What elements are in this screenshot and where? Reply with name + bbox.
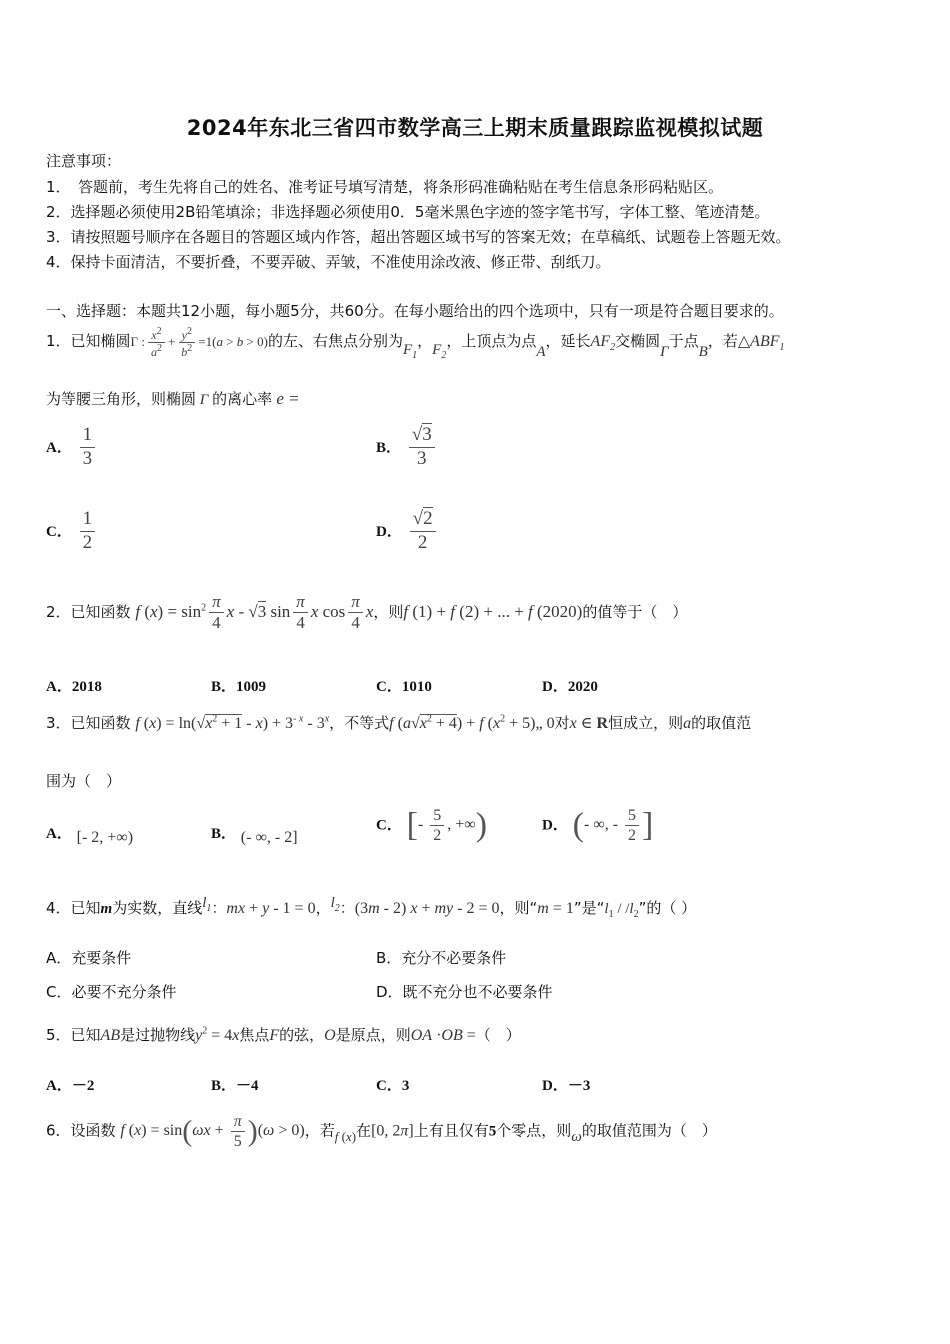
question-3: 3．已知函数 f $(x) = \ln(√x^2 + 1 - x) + 3^{- x} - 3^x$，不等式f $(a√x^2 + 4) + f$ ($x^2$ + 5)„ 0对x ∈ R恒成立，则a的取值范 (46, 713, 752, 732)
question-1-line2: 为等腰三角形，则椭圆 Γ 的离心率 e = (46, 389, 300, 408)
notice-item-2: 2．选择题必须使用2B铅笔填涂；非选择题必须使用0．5毫米黑色字迹的签字笔书写，字体工整、笔迹清楚。 (46, 203, 770, 221)
question-5: 5．已知AB是过抛物线$y^2 = 4x$焦点F的弦，O是原点，则OA ·OB =（ ） (46, 1025, 521, 1044)
q1-option-c[interactable]: C． $\frac{1}{2}$ (46, 508, 98, 555)
q5-option-a[interactable]: A．－2 (46, 1078, 95, 1094)
q3-option-c[interactable]: C． [- $\frac{5}{2}$ , +∞) (376, 806, 488, 845)
question-1: 1．已知椭圆Γ : $\frac{x^2}{a^2}$ + $\frac{y^2}{b^2}$ =1(a > b > 0)的左、右焦点分别为$F_1$，$F_2$，上顶点为点A，延长$AF_2$交椭圆Γ于点B，若$\triangle ABF_1$ (46, 326, 785, 361)
function-f-q6: f (x) = sin(ωx + $\frac{\pi}{5}$ )(ω > 0) (120, 1113, 305, 1151)
q4-option-d[interactable]: D．既不充分也不必要条件 (376, 983, 553, 1001)
notice-item-3: 3．请按照题号顺序在各题目的答题区域内作答，超出答题区域书写的答案无效；在草稿纸、试题卷上答题无效。 (46, 228, 791, 246)
q2-option-b[interactable]: B．1009 (211, 679, 267, 695)
q1-option-b[interactable]: B． $\frac{√3}{3}$ (376, 424, 438, 471)
question-6: 6．设函数 f (x) = sin(ωx + $\frac{\pi}{5}$ )(ω > 0)，若f (x)在[0, 2π]上有且仅有5个零点，则ω的取值范围为（ ） (46, 1113, 717, 1151)
q1-option-d[interactable]: D． $\frac{√2}{2}$ (376, 508, 439, 555)
q4-option-c[interactable]: C．必要不充分条件 (46, 983, 177, 1001)
ellipse-equation: Γ : $\frac{x^2}{a^2}$ + $\frac{y^2}{b^2}$ =1(a > b > 0) (130, 326, 268, 360)
function-f-q2: f $(x) = \sin^2$ $\frac{\pi}{4}$ x - √3 sin $\frac{\pi}{4}$ x cos $\frac{\pi}{4}$ x (135, 592, 374, 633)
question-2: 2．已知函数 f $(x) = \sin^2$ $\frac{\pi}{4}$ x - √3 sin $\frac{\pi}{4}$ x cos $\frac{\pi}{4}$ x，则f (1) + f (2) + ... + f (2020)的值等于（ ） (46, 592, 688, 633)
notice-item-1: 1． 答题前，考生先将自己的姓名、准考证号填写清楚，将条形码准确粘贴在考生信息条形码粘贴区。 (46, 178, 724, 196)
q3-option-a[interactable]: A． [- 2, +∞) (46, 826, 134, 846)
q3-option-d[interactable]: D． (- ∞, - $\frac{5}{2}$ ] (542, 806, 654, 845)
question-3-line2: 围为（ ） (46, 772, 122, 790)
q1-option-a[interactable]: A． $\frac{1}{3}$ (46, 424, 98, 471)
page-title: 2024年东北三省四市数学高三上期末质量跟踪监视模拟试题 (186, 116, 764, 140)
notice-item-4: 4．保持卡面清洁，不要折叠，不要弄破、弄皱，不准使用涂改液、修正带、刮纸刀。 (46, 253, 611, 271)
q5-option-b[interactable]: B．－4 (211, 1078, 259, 1094)
q5-option-c[interactable]: C．3 (376, 1078, 410, 1094)
q2-option-d[interactable]: D．2020 (542, 679, 598, 695)
q3-option-b[interactable]: B． (- ∞, - 2] (211, 826, 298, 846)
section-heading: 一、选择题：本题共12小题，每小题5分，共60分。在每小题给出的四个选项中，只有一项是符合题目要求的。 (46, 302, 784, 320)
q5-option-d[interactable]: D．－3 (542, 1078, 591, 1094)
notice-heading: 注意事项： (46, 152, 122, 170)
question-4: 4．已知m为实数，直线$l_1$：mx + y - 1 = 0，$l_2$：(3m - 2) x + my - 2 = 0，则“m = 1”是“$l_1 / /l_2$”的（ ） (46, 895, 697, 920)
q4-option-b[interactable]: B．充分不必要条件 (376, 949, 507, 967)
q4-option-a[interactable]: A．充要条件 (46, 949, 132, 967)
q2-option-c[interactable]: C．1010 (376, 679, 432, 695)
q2-option-a[interactable]: A．2018 (46, 679, 102, 695)
function-f-q3: f $(x) = \ln(√x^2 + 1 - x) + 3^{- x} - 3^x$ (135, 713, 330, 732)
